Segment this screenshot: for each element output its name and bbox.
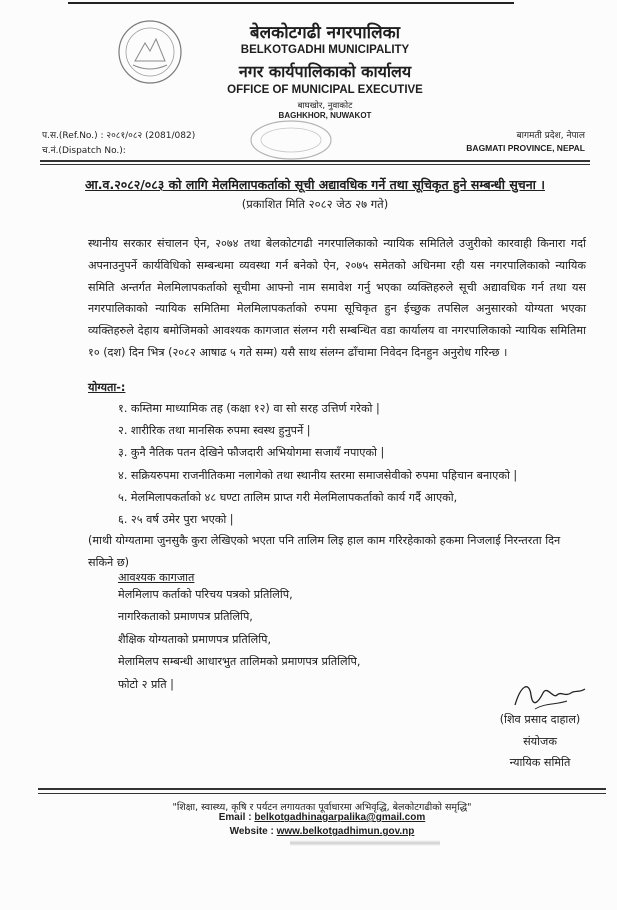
dispatch-number-label: च.नं.(Dispatch No.): bbox=[42, 146, 126, 156]
qualifications-heading: योग्यता-: bbox=[88, 381, 126, 394]
publication-date: (प्रकाशित मिति २०८२ जेठ २७ गते) bbox=[241, 197, 389, 211]
cropped-footer-line bbox=[290, 840, 440, 846]
address-en: BAGHKHOR, NUWAKOT bbox=[278, 111, 372, 120]
footer-email bbox=[38, 812, 606, 823]
header-divider-thin bbox=[40, 164, 590, 165]
documents-list bbox=[118, 584, 360, 696]
footer-motto: "शिक्षा, स्वास्थ्य, कृषि र पर्यटन लगायतका पूर्वाधारमा अभिवृद्धि, बेलकोटगढीको समृद्धि" bbox=[172, 802, 472, 813]
website-label: Website : bbox=[229, 826, 277, 837]
documents-heading: आवश्यक कागजात bbox=[118, 571, 195, 584]
footer-divider-thin bbox=[38, 793, 606, 794]
signer-name: (शिव प्रसाद दाहाल) bbox=[499, 713, 581, 726]
notice-subject: आ.व.२०८२/०८३ को लागि मेलमिलापकर्ताको सूची अद्यावधिक गर्ने तथा सूचिकृत हुने सम्बन्धी सुचना । bbox=[85, 177, 545, 192]
signature-icon bbox=[505, 675, 590, 717]
list-item: २. शारीरिक तथा मानसिक रुपमा स्वस्थ हुनुपर्ने | bbox=[118, 424, 311, 438]
header-divider bbox=[40, 160, 590, 162]
municipality-name-np: बेलकोटगढी नगरपालिका bbox=[249, 23, 401, 43]
list-item: ३. कुनै नैतिक पतन देखिने फौजदारी अभियोगमा सजायँ नपाएको | bbox=[118, 446, 385, 460]
signer-department: न्यायिक समिति bbox=[509, 756, 571, 769]
list-item: ४. सक्रियरुपमा राजनीतिकमा नलागेको तथा स्थानीय स्तरमा समाजसेवीको रुपमा पहिचान बनाएको | bbox=[118, 468, 518, 482]
office-name-en: OFFICE OF MUNICIPAL EXECUTIVE bbox=[227, 84, 423, 96]
list-item: ५. मेलमिलापकर्ताको ४८ घण्टा तालिम प्राप्त गरी मेलमिलापकर्ताको कार्य गर्दै आएको, bbox=[118, 490, 458, 504]
ref-value: २०८१/०८२ (2081/082) bbox=[106, 131, 196, 141]
list-item: मेलमिलाप कर्ताको परिचय पत्रको प्रतिलिपि, bbox=[118, 588, 293, 601]
footer-website bbox=[38, 826, 606, 837]
office-name-np: नगर कार्यपालिकाको कार्यालय bbox=[238, 62, 412, 81]
province-en: BAGMATI PROVINCE, NEPAL bbox=[466, 143, 585, 153]
notice-body: स्थानीय सरकार संचालन ऐन, २०७४ तथा बेलकोटगढी नगरपालिकाको न्यायिक समितिले उजुरीको कारवाही किनारा गर्दा अपनाउनुपर्ने कार्यविधिको सम्बन्धमा व्यवस्था गर्न बनेको ऐन, २०७५ समेतको अधिनमा रही यस नगरपालिकाको न्यायिक समिति अन्तर्गत मेलमिलापकर्ताको सूचीमा आफ्नो नाम समावेश गर्नु भएका व्यक्तिहरुले सूची अद्यावधिक गर्न तथा यस नगरपालिकाको न्यायिक समितिमा मेलमिलापकर्ताको रुपमा सूचिकृत हुन ईच्छुक तपसिल अनुसारको योग्यता भएका व्यक्तिहरुले देहाय बमोजिमको आवश्यक कागजात संलग्न गरी सम्बन्धित वडा कार्यालय वा नगरपालिकाको न्यायिक समितिमा १० (दश) दिन भित्र (२०८२ आषाढ ५ गते सम्म) यसै साथ संलग्न ढाँचामा निवेदन दिनहुन अनुरोध गरिन्छ । bbox=[88, 237, 586, 359]
nepal-emblem-icon bbox=[115, 17, 185, 87]
email-label: Email : bbox=[218, 812, 255, 823]
reference-number bbox=[42, 128, 195, 141]
top-border bbox=[68, 2, 514, 4]
list-item: फोटो २ प्रति | bbox=[118, 677, 174, 691]
list-item: मेलामिलप सम्बन्धी आधारभुत तालिमको प्रमाणपत्र प्रतिलिपि, bbox=[118, 655, 361, 669]
office-stamp-icon bbox=[248, 118, 334, 162]
list-item: ६. २५ वर्ष उमेर पुरा भएको | bbox=[118, 513, 234, 527]
qualifications-list bbox=[118, 398, 588, 531]
signer-role: संयोजक bbox=[523, 735, 557, 748]
list-item: १. कम्तिमा माध्यामिक तह (कक्षा १२) वा सो सरह उत्तिर्ण गरेको | bbox=[118, 402, 380, 415]
list-item: नागरिकताको प्रमाणपत्र प्रतिलिपि, bbox=[118, 610, 253, 624]
qualification-note: (माथी योग्यतामा जुनसुकै कुरा लेखिएको भएता पनि तालिम लिइ हाल काम गरिरहेकाको हकमा निजलाई निरन्तरता दिन सकिने छ) bbox=[88, 534, 561, 569]
website-link[interactable]: www.belkotgadhimun.gov.np bbox=[276, 826, 415, 837]
address-np: बाघखोर, नुवाकोट bbox=[297, 101, 353, 111]
email-link[interactable]: belkotgadhinagarpalika@gmail.com bbox=[254, 812, 426, 823]
ref-label: प.स.(Ref.No.) : bbox=[42, 131, 104, 141]
municipality-name-en: BELKOTGADHI MUNICIPALITY bbox=[240, 44, 410, 56]
province-np: बागमती प्रदेश, नेपाल bbox=[516, 131, 585, 141]
footer-divider bbox=[38, 788, 606, 790]
list-item: शैक्षिक योग्यताको प्रमाणपत्र प्रतिलिपि, bbox=[118, 632, 272, 646]
